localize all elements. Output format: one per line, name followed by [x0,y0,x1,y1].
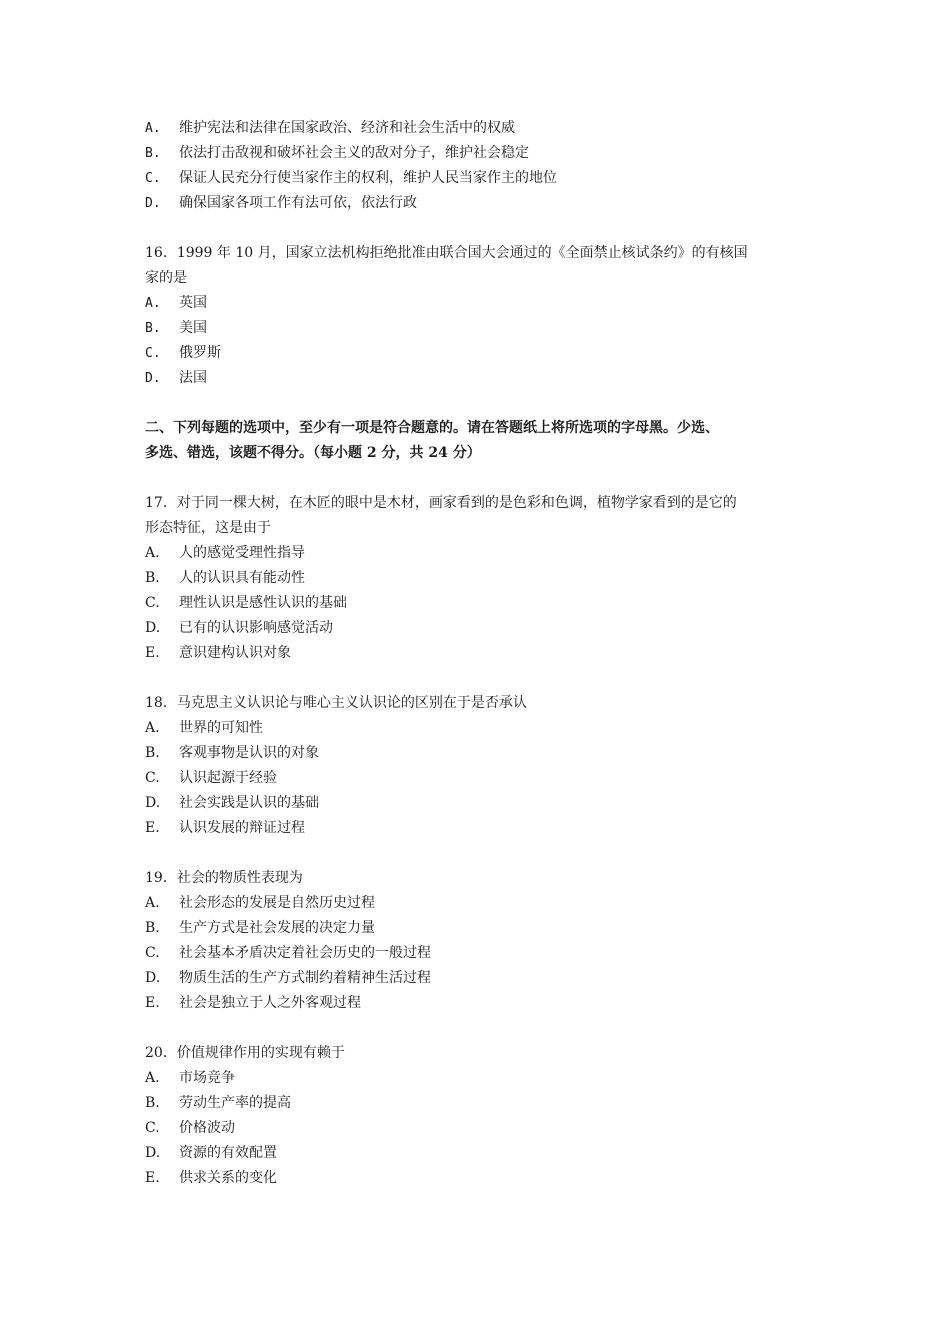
question-18-options [145,716,815,841]
question-16 [145,241,815,391]
section-2-heading-line1: 二、下列每题的选项中，至少有一项是符合题意的。请在答题纸上将所选项的字母黑。少选、 [145,420,719,436]
option-18-e: E. 认识发展的辩证过程 [145,820,305,836]
option-20-c: C. 价格波动 [145,1120,235,1136]
question-15-options [145,116,815,216]
option-20-b: B. 劳动生产率的提高 [145,1095,291,1111]
section-2-heading-line2: 多选、错选，该题不得分。（每小题 2 分，共 24 分） [145,445,481,461]
option-15-a: A. 维护宪法和法律在国家政治、经济和社会生活中的权威 [145,120,515,136]
option-16-c: C. 俄罗斯 [145,345,221,361]
section-2-heading [145,416,815,466]
question-16-stem-line1: 16．1999 年 10 月，国家立法机构拒绝批准由联合国大会通过的《全面禁止核试条约》的有核国 [145,245,748,261]
option-15-b: B. 依法打击敌视和破坏社会主义的敌对分子，维护社会稳定 [145,145,529,161]
option-17-e: E. 意识建构认识对象 [145,645,291,661]
option-15-d: D. 确保国家各项工作有法可依，依法行政 [145,195,417,211]
option-19-e: E. 社会是独立于人之外客观过程 [145,995,361,1011]
option-18-d: D. 社会实践是认识的基础 [145,795,319,811]
option-19-a: A. 社会形态的发展是自然历史过程 [145,895,375,911]
question-16-stem-line2: 家的是 [145,270,187,286]
option-20-d: D. 资源的有效配置 [145,1145,277,1161]
option-17-a: A. 人的感觉受理性指导 [145,545,305,561]
option-18-a: A. 世界的可知性 [145,720,263,736]
question-17-stem-line2: 形态特征，这是由于 [145,520,271,536]
question-20-stem: 20．价值规律作用的实现有赖于 [145,1045,345,1061]
question-19 [145,866,815,1016]
question-19-stem: 19．社会的物质性表现为 [145,870,303,886]
option-18-c: C. 认识起源于经验 [145,770,277,786]
option-19-d: D. 物质生活的生产方式制约着精神生活过程 [145,970,431,986]
question-20 [145,1041,815,1191]
question-17-stem-line1: 17．对于同一棵大树，在木匠的眼中是木材，画家看到的是色彩和色调，植物学家看到的是它的 [145,495,737,511]
option-16-b: B. 美国 [145,320,207,336]
option-19-c: C. 社会基本矛盾决定着社会历史的一般过程 [145,945,431,961]
option-20-e: E. 供求关系的变化 [145,1170,277,1186]
option-20-a: A. 市场竞争 [145,1070,235,1086]
question-17-options [145,541,815,666]
exam-content [145,116,815,1191]
question-19-options [145,891,815,1016]
option-16-a: A. 英国 [145,295,207,311]
option-19-b: B. 生产方式是社会发展的决定力量 [145,920,375,936]
option-18-b: B. 客观事物是认识的对象 [145,745,319,761]
question-16-options [145,291,815,391]
option-17-d: D. 已有的认识影响感觉活动 [145,620,333,636]
option-16-d: D. 法国 [145,370,207,386]
question-18 [145,691,815,841]
question-17 [145,491,815,666]
question-18-stem: 18．马克思主义认识论与唯心主义认识论的区别在于是否承认 [145,695,527,711]
option-17-c: C. 理性认识是感性认识的基础 [145,595,347,611]
option-17-b: B. 人的认识具有能动性 [145,570,305,586]
question-20-options [145,1066,815,1191]
option-15-c: C. 保证人民充分行使当家作主的权利，维护人民当家作主的地位 [145,170,557,186]
